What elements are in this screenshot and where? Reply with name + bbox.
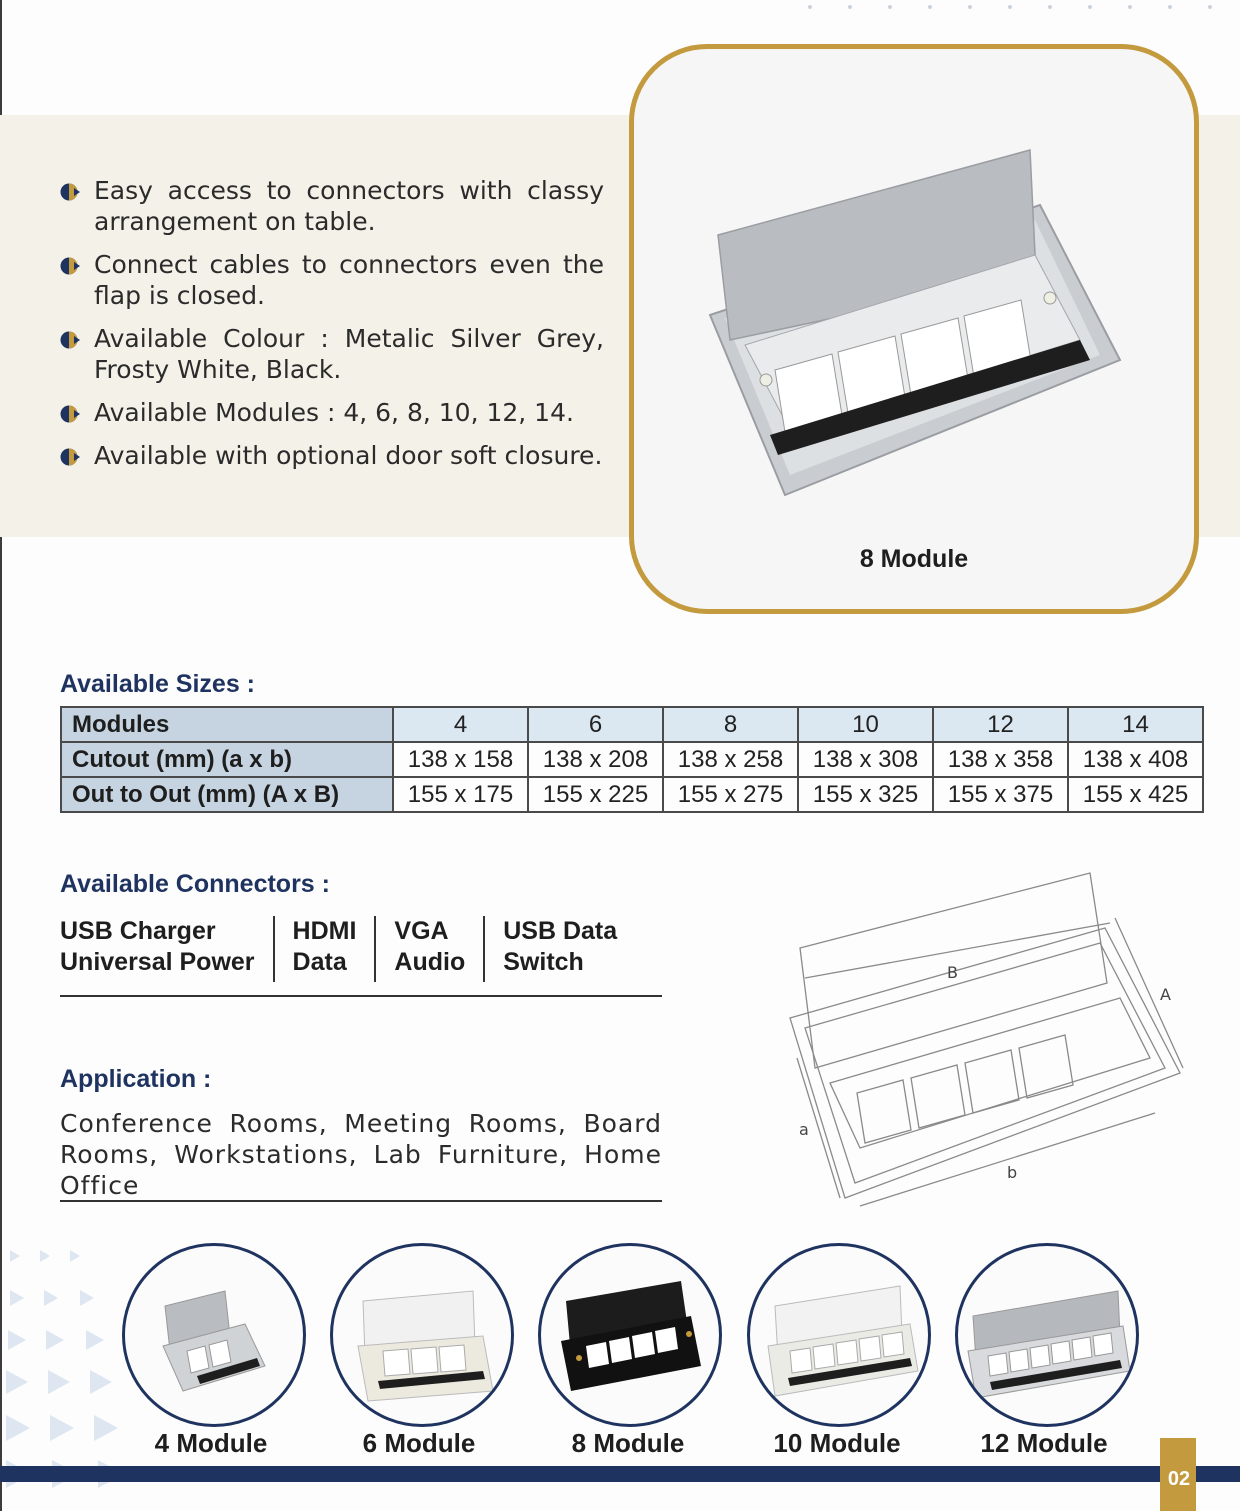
bullet-icon [60, 447, 80, 467]
module-12-image [958, 1246, 1136, 1424]
table-cell: 138 x 358 [933, 742, 1068, 777]
application-text: Conference Rooms, Meeting Rooms, Board Rooms, Workstations, Lab Furniture, Home Office [60, 1109, 662, 1200]
table-cell: 6 [528, 707, 663, 742]
module-label: 4 Module [154, 1428, 268, 1458]
table-cell: 138 x 408 [1068, 742, 1203, 777]
application-title: Application : [60, 1065, 212, 1093]
connector-column [60, 916, 273, 982]
table-cell: 155 x 225 [528, 777, 663, 812]
diagram-label-A: A [1160, 985, 1171, 1004]
dimension-diagram [785, 868, 1195, 1213]
feature-text: Available Modules : 4, 6, 8, 10, 12, 14. [94, 398, 574, 427]
module-thumbnail-12 [955, 1243, 1139, 1427]
table-cell: 14 [1068, 707, 1203, 742]
footer-bar [0, 1466, 1240, 1482]
feature-text: Available Colour : Metalic Silver Grey, Frosty White, Black. [94, 324, 604, 384]
module-8-image [541, 1246, 719, 1424]
module-10-image [750, 1246, 928, 1424]
module-thumbnail-10 [747, 1243, 931, 1427]
table-cell: 155 x 425 [1068, 777, 1203, 812]
table-cell: 4 [393, 707, 528, 742]
table-cell: 12 [933, 707, 1068, 742]
connector-column [273, 916, 375, 982]
sizes-title: Available Sizes : [60, 670, 255, 698]
feature-text: Available with optional door soft closure. [94, 441, 603, 470]
connector-column [374, 916, 483, 982]
bullet-icon [60, 404, 80, 424]
decorative-dots [790, 0, 1240, 14]
connectors-grid [60, 916, 662, 982]
diagram-label-a: a [799, 1120, 809, 1139]
table-row [61, 742, 1203, 777]
module-4-image [125, 1246, 303, 1424]
diagram-label-B: B [947, 963, 958, 982]
feature-item [58, 175, 604, 237]
row-label: Out to Out (mm) (A x B) [61, 777, 393, 812]
table-cell: 138 x 308 [798, 742, 933, 777]
sizes-table [60, 706, 1204, 813]
connector-name: VGA [394, 917, 449, 945]
table-cell: 138 x 258 [663, 742, 798, 777]
bullet-icon [60, 330, 80, 350]
module-label: 12 Module [980, 1428, 1108, 1458]
page-number: 02 [1167, 1468, 1191, 1490]
table-cell: 8 [663, 707, 798, 742]
module-label: 10 Module [773, 1428, 901, 1458]
connector-name: USB Data [503, 917, 618, 945]
row-label: Modules [61, 707, 393, 742]
table-cell: 138 x 158 [393, 742, 528, 777]
connector-name: Universal Power [60, 948, 255, 976]
table-cell: 155 x 375 [933, 777, 1068, 812]
module-thumbnail-4 [122, 1243, 306, 1427]
diagram-label-b: b [1007, 1163, 1018, 1182]
row-label: Cutout (mm) (a x b) [61, 742, 393, 777]
table-cell: 155 x 325 [798, 777, 933, 812]
table-row [61, 777, 1203, 812]
connector-name: Switch [503, 948, 584, 976]
connector-name: Data [292, 948, 347, 976]
table-cell: 155 x 275 [663, 777, 798, 812]
feature-item [58, 397, 604, 428]
feature-list [58, 175, 604, 483]
table-cell: 155 x 175 [393, 777, 528, 812]
feature-item [58, 323, 604, 385]
connectors-title: Available Connectors : [60, 870, 330, 898]
table-cell: 10 [798, 707, 933, 742]
bullet-icon [60, 182, 80, 202]
connector-column [483, 916, 635, 982]
feature-text: Connect cables to connectors even the flap is closed. [94, 250, 604, 310]
hero-product-image [700, 140, 1130, 520]
module-6-image [333, 1246, 511, 1424]
connector-name: HDMI [292, 917, 357, 945]
module-label: 8 Module [571, 1428, 685, 1458]
module-label: 6 Module [362, 1428, 476, 1458]
table-cell: 138 x 208 [528, 742, 663, 777]
feature-item [58, 440, 604, 471]
feature-text: Easy access to connectors with classy arrangement on table. [94, 176, 604, 236]
bullet-icon [60, 256, 80, 276]
hero-caption: 8 Module [859, 545, 969, 573]
module-thumbnail-6 [330, 1243, 514, 1427]
connectors-divider [60, 995, 662, 997]
feature-item [58, 249, 604, 311]
connector-name: USB Charger [60, 917, 216, 945]
module-thumbnail-8 [538, 1243, 722, 1427]
connector-name: Audio [394, 948, 466, 976]
table-row [61, 707, 1203, 742]
application-divider [60, 1200, 662, 1202]
